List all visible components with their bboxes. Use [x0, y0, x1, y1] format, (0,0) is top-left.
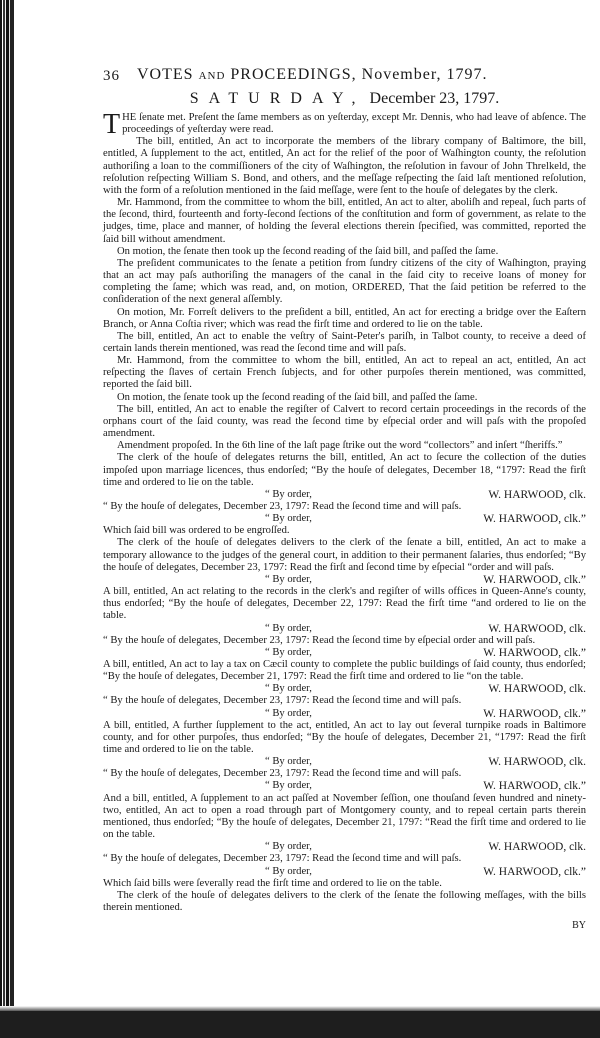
- drop-cap: T: [103, 109, 121, 140]
- endorsement-signature-line: [103, 866, 586, 878]
- clerk-signature: W. HARWOOD, clk.”: [483, 865, 586, 878]
- running-title: [137, 66, 488, 84]
- paragraph: [103, 768, 586, 780]
- catchword: BY: [572, 920, 586, 932]
- document-body: [103, 109, 586, 914]
- clerk-signature: W. HARWOOD, clk.: [488, 756, 586, 769]
- book-binding-edge: [0, 0, 14, 1038]
- paragraph-text: Which ſaid bills were ſeverally read the firſt time and ordered to lie on the table.: [103, 877, 442, 889]
- paragraph-text: Amendment propoſed. In the 6th line of the laſt page ſtrike out the word “collectors” and inſert “ſheriffs.”: [117, 440, 563, 452]
- paragraph-text: On motion, the ſenate took up the ſecond reading of the ſaid bill, and paſſed the ſame.: [117, 391, 478, 403]
- endorsement-signature-line: [103, 489, 586, 501]
- paragraph-text: “ By the houſe of delegates, December 23, 1797: Read the ſecond time and will paſs.: [103, 695, 462, 707]
- by-order-text: “ By order,: [265, 513, 312, 525]
- day-heading: [103, 90, 586, 112]
- paragraph-text: The clerk of the houſe of delegates delivers to the clerk of the ſenate a bill, entitled, An act to make a temporary allowance to the judges of the general court, in addition to their permanent ſalaries, thus endorſed; “By the houſe of delegates, December 23, 1797: Read the firſt and ſecond time by eſpecial “order and will paſs.: [103, 537, 586, 573]
- paragraph: [103, 197, 586, 246]
- clerk-signature: W. HARWOOD, clk.: [488, 841, 586, 854]
- paragraph-text: The clerk of the houſe of delegates delivers to the clerk of the ſenate the following meſſages, with the bills therein mentioned.: [103, 889, 586, 913]
- paragraph-text: The clerk of the houſe of delegates returns the bill, entitled, An act to ſecure the collection of the duties impoſed upon marriage licences, thus endorſed; “By the houſe of delegates, December 18, “1797: Read the firſt time and ordered to lie on the table.: [103, 452, 586, 488]
- paragraph-text: A bill, entitled, A further ſupplement to the act, entitled, An act to lay out ſeveral turnpike roads in Baltimore county, and for other purpoſes, thus endorſed; “By the houſe of delegates, December 21, “1797: Read the firſt time and ordered to lie on the table.: [103, 719, 586, 756]
- paragraph: [103, 878, 586, 890]
- paragraph: [103, 695, 586, 707]
- endorsement-signature-line: [103, 513, 586, 525]
- paragraph-text: “ By the houſe of delegates, December 23, 1797: Read the ſecond time and will paſs.: [103, 853, 462, 865]
- clerk-signature: W. HARWOOD, clk.”: [483, 513, 586, 526]
- paragraph-text: Mr. Hammond, from the committee to whom the bill, entitled, An act to alter, aboliſh and repeal, ſuch parts of the ſecond, third, fourteenth and forty-ſecond ſections of the conſtitution and form of government, as relate to the judges, time, place and manner, of holding the ſeveral elections therein ſpecified, was committed, reported the ſaid bill without amendment.: [103, 197, 586, 245]
- paragraph: [103, 246, 586, 258]
- endorsement-signature-line: [103, 780, 586, 792]
- endorsement-signature-line: [103, 647, 586, 659]
- document-page: [103, 66, 586, 931]
- paragraph-text: And a bill, entitled, A ſupplement to an act paſſed at November ſeſſion, one thouſand ſeven hundred and ninety-two, entitled, An act to open a road through part of Montgomery county, and to repeal certain parts therein mentioned, thus endorſed; “By the houſe of delegates, December 21, 1797: “Read the firſt time and ordered to lie on the table.: [103, 792, 586, 841]
- paragraph: [103, 404, 586, 440]
- paragraph: [103, 258, 586, 307]
- paragraph: [103, 440, 586, 452]
- paragraph: [103, 635, 586, 647]
- paragraph: [103, 586, 586, 622]
- clerk-signature: W. HARWOOD, clk.”: [483, 573, 586, 586]
- by-order-text: “ By order,: [265, 622, 312, 634]
- paragraph-text: The preſident communicates to the ſenate a petition from ſundry citizens of the city of Waſhington, praying that an act may paſs authoriſing the managers of the canal in the ſaid city to receive loans of money for completing the ſame; which was read, and, on motion, ORDERED, That the ſaid petition be referred to the conſideration of the next general aſſembly.: [103, 257, 586, 306]
- endorsement-signature-line: [103, 841, 586, 853]
- by-order-text: “ By order,: [265, 573, 312, 585]
- title-word: VOTES: [137, 66, 194, 83]
- paragraph: [103, 136, 586, 197]
- paragraph-text: “ By the houſe of delegates, December 23, 1797: Read the ſecond time and will paſs.: [103, 768, 462, 780]
- endorsement-signature-line: [103, 623, 586, 635]
- page-number: 36: [103, 68, 120, 84]
- clerk-signature: W. HARWOOD, clk.”: [483, 646, 586, 659]
- paragraph: [103, 452, 586, 488]
- by-order-text: “ By order,: [265, 646, 312, 658]
- paragraph-text: “ By the houſe of delegates, December 23, 1797: Read the ſecond time and will paſs.: [103, 500, 462, 512]
- paragraph-text: Mr. Hammond, from the committee to whom the bill, entitled, An act to repeal an act, entitled, An act reſpecting the ſlaves of certain French ſubjects, and for other purpoſes therein mentioned, was committed, reported the ſaid bill.: [103, 355, 586, 391]
- paragraph-text: A bill, entitled, An act to lay a tax on Cæcil county to complete the public buildings of ſaid county, thus endorſed; “By the houſe of delegates, December 21, 1797: Read the firſt time and ordered to lie “on the table.: [103, 658, 586, 683]
- paragraph-text: The bill, entitled, An act to incorporate the members of the library company of Baltimore, the bill, entitled, A ſupplement to the act, entitled, An act for the relief of the poor of Waſhington county, the reſolution authoriſing a loan to the commiſſioners of the city of Waſhington, the reſolution in favour of John Threlkeld, the reſolution reſpecting William S. Bond, and others, and the meſſage reſpecting the ſaid laſt mentioned reſolution, with the form of a reſolution mentioned in the ſaid meſſage, were ſent to the houſe of delegates by the clerk.: [103, 136, 586, 196]
- paragraph: [103, 392, 586, 404]
- paragraph-text: “ By the houſe of delegates, December 23, 1797: Read the ſecond time by eſpecial order and will paſs.: [103, 634, 536, 646]
- paragraph-text: On motion, the ſenate then took up the ſecond reading of the ſaid bill, and paſſed the ſame.: [117, 245, 499, 257]
- by-order-text: “ By order,: [265, 683, 312, 695]
- paragraph-text: On motion, Mr. Forreſt delivers to the preſident a bill, entitled, An act for erecting a bridge over the Eaſtern Branch, or Anna Coſtia river; which was read the firſt time and ordered to lie on the table.: [103, 306, 586, 330]
- paragraph: [103, 659, 586, 683]
- paragraph-text: HE ſenate met. Preſent the ſame members as on yeſterday, except Mr. Dennis, who had leave of abſence. The proceedings of yeſterday were read.: [122, 112, 586, 136]
- paragraph: [103, 355, 586, 391]
- clerk-signature: W. HARWOOD, clk.: [488, 622, 586, 635]
- by-order-text: “ By order,: [265, 707, 312, 719]
- paragraph: [103, 109, 586, 140]
- endorsement-signature-line: [103, 683, 586, 695]
- paragraph: [103, 537, 586, 573]
- paragraph: [103, 853, 586, 865]
- endorsement-signature-line: [103, 574, 586, 586]
- paragraph: [103, 501, 586, 513]
- clerk-signature: W. HARWOOD, clk.: [488, 488, 586, 501]
- running-header: [103, 66, 586, 90]
- endorsement-signature-line: [103, 708, 586, 720]
- paragraph-text: Which ſaid bill was ordered to be engroſſed.: [103, 525, 290, 537]
- clerk-signature: W. HARWOOD, clk.: [488, 683, 586, 696]
- day-name: SATURDAY,: [189, 90, 366, 107]
- paragraph-text: A bill, entitled, An act relating to the records in the clerk's and regiſter of wills offices in Queen-Anne's county, thus endorſed; “By the houſe of delegates, December 22, 1797: Read the firſt time “and ordered to lie on the table.: [103, 586, 586, 622]
- paragraph-text: The bill, entitled, An act to enable the regiſter of Calvert to record certain proceedings in the records of the orphans court of the ſaid county, was read the ſecond time by eſpecial order and will paſs with the propoſed amendment.: [103, 403, 586, 440]
- by-order-text: “ By order,: [265, 865, 312, 877]
- title-word: AND: [198, 70, 226, 82]
- paragraph: [103, 307, 586, 331]
- paragraph: [103, 331, 586, 355]
- by-order-text: “ By order,: [265, 756, 312, 768]
- by-order-text: “ By order,: [265, 780, 312, 792]
- clerk-signature: W. HARWOOD, clk.”: [483, 780, 586, 793]
- paragraph: [103, 890, 586, 914]
- endorsement-signature-line: [103, 756, 586, 768]
- paragraph-text: The bill, entitled, An act to enable the veſtry of Saint-Peter's pariſh, in Talbot county, to receive a deed of certain lands therein mentioned, was read the ſecond time and will paſs.: [103, 330, 586, 354]
- by-order-text: “ By order,: [265, 488, 312, 500]
- scan-bottom-edge: [0, 1010, 600, 1038]
- paragraph: [103, 720, 586, 756]
- title-word: PROCEEDINGS, November, 1797.: [230, 66, 488, 83]
- paragraph: [103, 525, 586, 537]
- paragraph: [103, 793, 586, 842]
- by-order-text: “ By order,: [265, 841, 312, 853]
- day-date: December 23, 1797.: [369, 90, 500, 107]
- clerk-signature: W. HARWOOD, clk.”: [483, 707, 586, 720]
